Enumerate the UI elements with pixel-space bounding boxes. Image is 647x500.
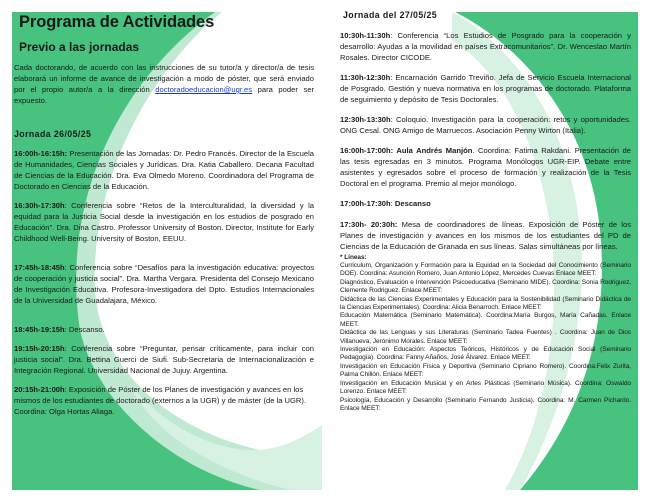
item-text: : bbox=[390, 199, 395, 208]
section-heading-previo: Previo a las jornadas bbox=[19, 40, 140, 54]
item-time: 16:00h-17:00h bbox=[340, 146, 391, 155]
item-text: : Descanso. bbox=[64, 325, 105, 334]
schedule-item bbox=[14, 343, 314, 376]
item-text: : Conferencia sobre “Desafíos para la investigación educativa: proyectos de cooperación y justicia social”. Dra. Martha Vergara. Presidenta del Consejo Mexicano de Investigación Educativa. Profesora-Investigadora del Dpto. Estudios Internacionales de la Universidad de Guadalajara, México. bbox=[14, 263, 314, 305]
item-break-label: Descanso bbox=[394, 199, 431, 208]
schedule-item bbox=[14, 384, 314, 417]
intro-tail: para poder ser expuesto. bbox=[14, 85, 314, 105]
item-text: . Coordina: Fatima Rakdani. Presentación de las tesis egresadas en 3 minutos. Programa Monólogos UGR-EIP. Debate entre asistentes y egresados sobre el proceso de formación y realización de la Tesis Doctoral en el programa. Premio al mejor monólogo. bbox=[340, 146, 631, 188]
research-line: Psicología, Educación y Desarrollo (Seminario Fernando Justicia). Coordina: M. Carmen Pichardo. Enlace MEET: bbox=[340, 396, 631, 412]
schedule-item bbox=[340, 219, 631, 252]
research-line: Didáctica de las Lenguas y sus Literaturas (Seminario Tadea Fuentes) . Coordina: Juan de Dios Villanueva, Jerónimo Morales. Enlace MEET: bbox=[340, 329, 631, 345]
day-heading-26: Jornada 26/05/25 bbox=[14, 129, 92, 139]
schedule-item bbox=[340, 30, 631, 63]
schedule-item bbox=[340, 72, 631, 105]
item-text: Presentación de las Jornadas: Dr. Pedro Francés. Director de la Escuela de Humanidades, Ciencias Sociales y Jurídicas. Dra. Katia Caballero. Decana Facultad de Ciencias de la Educación. Dra. Eva Olmedo Moreno. Coordinadora del Programa de Doctorado en Ciencias de la Educación. bbox=[14, 149, 314, 191]
item-time: 10:30h-11:30h bbox=[340, 31, 391, 40]
schedule-item bbox=[14, 262, 314, 306]
item-time: 17:30h- 20:30h: bbox=[340, 220, 398, 229]
item-text: : Coloquio. Investigación para la cooperación: retos y oportunidades. ONG Cesal. ONG Amigo de Marruecos. Asociación Penny Wirton (Italia). bbox=[340, 115, 631, 135]
page-title: Programa de Actividades bbox=[19, 13, 215, 31]
item-time: 12:30h-13:30h bbox=[340, 115, 391, 124]
item-venue: : Aula Andrés Manjón bbox=[390, 146, 473, 155]
item-time: 16:00h-16:15h: bbox=[14, 149, 68, 158]
item-time: 11:30h-12:30h bbox=[340, 73, 391, 82]
item-text: Mesa de coordinadores de líneas. Exposición de Póster de los Planes de investigación y avances en los mismos de los estudiantes del PD de Ciencias de la Educación de Granada en sus líneas. Salas simultáneas por líneas. bbox=[340, 220, 631, 251]
research-line: Didáctica de las Ciencias Experimentales y Educación para la Sostenibilidad (Seminario Didáctica de la Ciencias Experimentales). Coordina: Alicia Benarroch. Enlace MEET: bbox=[340, 295, 631, 312]
research-line: Educación Matemática (Seminario Matemática). Coordina:María Burgos, María Cañadas. Enlace MEET. bbox=[340, 312, 631, 328]
schedule-item bbox=[340, 198, 631, 209]
research-line: Diagnóstico, Evaluación e Intervención Psicoeducativa (Seminario MIDE). Coordina: Sonia Rodriguez, Clemente Rodriguez. Enlace MEET: bbox=[340, 278, 631, 295]
email-link[interactable]: doctoradoeducacion@ugr.es bbox=[155, 85, 253, 94]
research-line: Curriculum, Organización y Formación para la Equidad en la Sociedad del Conocimiento (Seminario DOE). Coordina: Asunción Romero, Juan Antonio López, Mercedes Cuevas Enlace MEET: bbox=[340, 262, 631, 278]
item-text: : Exposición de Póster de los Planes de investigación y avances en los mismos de los estudiantes de doctorado (externos a la UGR) y de máster (de la UGR). Coordina: Olga Hortas Aliaga. bbox=[14, 385, 307, 416]
day-heading-27: Jornada del 27/05/25 bbox=[343, 10, 438, 20]
schedule-item bbox=[340, 145, 631, 189]
item-time: 20:15h-21:00h bbox=[14, 385, 65, 394]
item-time: 19:15h-20:15h bbox=[14, 344, 65, 353]
item-text: : Conferencia sobre “Preguntar, pensar críticamente, para incluir con justicia social”. Dra. Bettina Guerci de Siufi. Sub-Secretaria de Internacionalización e Integración Regional. Universidad Nacional de Jujuy. Argentina. bbox=[14, 344, 314, 375]
item-text: : Conferencia sobre “Retos de la Interculturalidad, la diversidad y la equidad para la Justicia Social desde la investigación en los estudios de posgrado en Educación”. Dra. Dina Castro. Professor University of Boston. Director, Institute for Early Childhood Well-Being. University of Boston, EEUU. bbox=[14, 201, 314, 243]
item-time: 17:00h-17:30h bbox=[340, 199, 391, 208]
research-line: Investigación en Educación Física y Deportiva (Seminario Cipriano Romero). Coordina:Felix Zurita, Palma Chillón. Enlace MEET: bbox=[340, 362, 631, 379]
lines-heading: * Líneas: bbox=[340, 254, 367, 261]
item-text: : Conferencia “Los Estudios de Posgrado para la cooperación y desarrollo: Ayudas a la movilidad en países Extracomunitarios”. Dr. Wenceslao Martín Rosales. Director CICODE. bbox=[340, 31, 631, 62]
item-time: 16:30h-17:30h bbox=[14, 201, 65, 210]
research-line: Investigación en Educación: Aspectos Teóricos, Históricos y de Educación Social (Seminario Pedagogía). Coordina: Fanny Añaños, José Álvarez. Enlace MEET: bbox=[340, 346, 631, 362]
schedule-item bbox=[14, 148, 314, 192]
item-time: 17:45h-18:45h bbox=[14, 263, 65, 272]
left-column bbox=[14, 12, 314, 425]
schedule-item bbox=[14, 200, 314, 244]
intro-text: Cada doctorando, de acuerdo con las instrucciones de su tutor/a y director/a de tesis elaborará un informe de avance de investigación a modo de póster, que será enviado por el propio autor/a a la dirección bbox=[14, 63, 314, 94]
schedule-item bbox=[340, 114, 631, 136]
item-time: 18:45h-19:15h bbox=[14, 325, 65, 334]
research-line: Investigación en Educación Musical y en Artes Plásticas (Seminario Música). Coordina: Oswaldo Lorenzo. Enlace MEET: bbox=[340, 379, 631, 396]
schedule-item bbox=[14, 324, 314, 335]
intro-paragraph bbox=[14, 62, 314, 106]
item-text: : Encarnación Garrido Treviño. Jefa de Servicio Escuela Internacional de Posgrado. Gestión y nueva normativa en los programas de doctorado. Plataforma de seguimiento y depósito de Tesis Doctorales. bbox=[340, 73, 631, 104]
right-column bbox=[340, 9, 631, 413]
